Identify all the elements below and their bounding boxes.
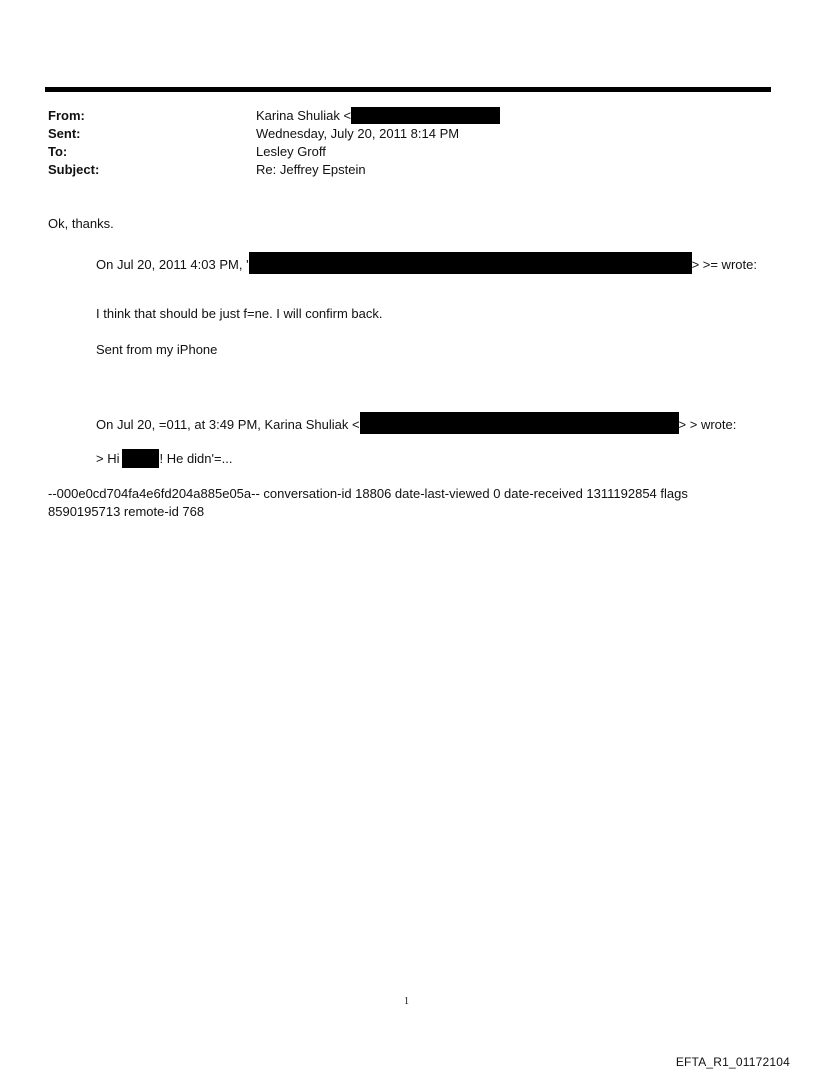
quote1-prefix: On Jul 20, 2011 4:03 PM, '	[96, 257, 249, 272]
signature-text: Sent from my iPhone	[96, 342, 218, 357]
redaction-block	[249, 252, 692, 274]
redaction-block	[351, 107, 500, 124]
quote2-prefix: On Jul 20, =011, at 3:49 PM, Karina Shuliak <	[96, 417, 360, 432]
metadata-line-1: --000e0cd704fa4e6fd204a885e05a-- conversation-id 18806 date-last-viewed 0 date-received 1311192854 flags	[48, 486, 688, 501]
quote2-header	[96, 412, 736, 434]
metadata-line-2: 8590195713 remote-id 768	[48, 504, 205, 519]
reply-text: Ok, thanks.	[48, 216, 114, 231]
page-number: 1	[404, 996, 409, 1007]
quote3-prefix: > Hi	[96, 451, 120, 466]
quote1-suffix: > >= wrote:	[691, 257, 757, 272]
quote3-suffix: ! He didn'=...	[159, 451, 233, 466]
header-rule	[45, 87, 771, 92]
subject-value: Re: Jeffrey Epstein	[256, 162, 366, 177]
from-sender: Karina Shuliak <	[256, 108, 352, 123]
from-label: From:	[48, 108, 85, 123]
bates-number: EFTA_R1_01172104	[675, 1055, 790, 1069]
sent-value: Wednesday, July 20, 2011 8:14 PM	[256, 126, 460, 141]
to-label: To:	[48, 144, 68, 159]
to-value: Lesley Groff	[256, 144, 326, 159]
quote3-text	[96, 449, 232, 468]
from-value	[256, 107, 500, 124]
quote2-suffix: > > wrote:	[678, 417, 737, 432]
quote1-text: I think that should be just f=ne. I will confirm back.	[96, 306, 383, 321]
quote1-header	[96, 252, 757, 274]
sent-label: Sent:	[48, 126, 81, 141]
redaction-block	[122, 449, 159, 468]
redaction-block	[360, 412, 679, 434]
subject-label: Subject:	[48, 162, 100, 177]
